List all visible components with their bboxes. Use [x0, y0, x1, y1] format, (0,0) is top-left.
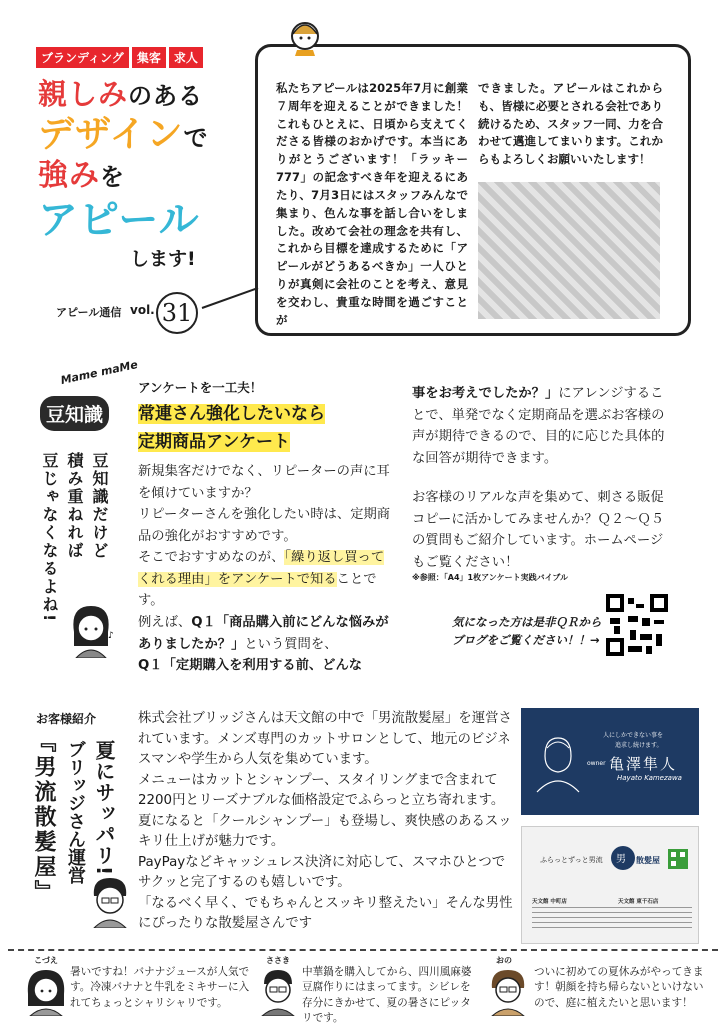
staff-avatar	[287, 16, 323, 60]
card-tagline-2: 追求し続けます。	[615, 742, 663, 749]
card2-shop-1: 天文館 中町店	[532, 899, 567, 905]
customer-p3: 夏になると「クールシャンプー」も登場し、爽快感のあるスッキリ仕上げが魅力です。	[138, 813, 512, 849]
mame-p3b: 「繰り返し買ってくれる理由」をアンケートで知る	[138, 550, 385, 587]
headline-line-3	[38, 157, 238, 195]
qr-prompt[interactable]	[452, 614, 602, 650]
card-owner-name: 亀澤隼人	[609, 755, 678, 773]
svg-text:♪: ♪	[108, 631, 114, 641]
tag-row	[36, 47, 206, 68]
mame-p3c: ことです。	[138, 571, 377, 609]
greeting-right-text: できました。アピールはこれからも、皆様に必要とされる会社であり続けるため、スタッフ一同、力を合わせて邁進してまいります。これからもよろしくお願いいたします！	[478, 81, 663, 167]
sasaki-avatar-icon	[256, 966, 300, 1016]
mame-r2: お客様のリアルな声を集めて、刺さる販促コピーに活かしてみませんか？Ｑ２〜Ｑ５の質問もご紹介しています。ホームページもご覧ください！	[412, 490, 665, 570]
footer-avatar-2	[256, 966, 300, 1016]
mame-p4	[138, 612, 396, 677]
mame-column-right	[412, 383, 672, 583]
headline	[38, 76, 238, 245]
card-signature: Hayato Kamezawa	[617, 774, 682, 782]
card2-shop-2: 天文館 東千石店	[618, 899, 659, 905]
qr-prompt-line-2: ブログをご覧ください！！→	[452, 632, 600, 647]
mame-badge-text: 豆知識	[46, 404, 104, 426]
staff-avatar-icon	[287, 16, 323, 60]
mame-title-1-text: 常連さん強化したいなら	[138, 404, 325, 425]
headline-appeal: アピール	[38, 196, 200, 243]
card2-title: ふらっとずっと男流	[540, 856, 603, 864]
mame-p4b: Q１「商品購入前にどんな悩みがありましたか？」	[138, 614, 389, 652]
mame-p3a: そこでおすすめなのが、	[138, 550, 285, 566]
qr-prompt-line-1: 気になった方は是非ＱＲから	[452, 615, 602, 629]
business-card-back	[521, 826, 699, 944]
footer-text-2: 中華鍋を購入してから、四川風麻婆豆腐作りにはまってます。シビレを存分にきかせて、夏の暑さにピッタリです。	[302, 966, 472, 1025]
card-role: owner	[587, 760, 606, 767]
mame-logo-text: Mame maMe	[59, 357, 139, 388]
svg-text:男: 男	[616, 854, 626, 865]
business-card-front	[521, 708, 699, 815]
footer-avatar-1	[24, 966, 68, 1016]
headline-wo: を	[100, 163, 125, 192]
customer-title-2: ブリッジさん運営	[65, 740, 86, 884]
mame-vertical-1: 豆知識だけど	[90, 452, 109, 560]
card2-fineprint	[532, 907, 692, 929]
mame-ref: ※参照：「A4」1枚アンケート実践バイブル	[412, 573, 569, 583]
customer-label: お客様紹介	[36, 712, 97, 726]
mame-title-1	[138, 402, 396, 428]
headline-de: で	[183, 124, 209, 153]
mame-p2: リピーターさんを強化したい時は、定期商品の強化がおすすめです。	[138, 507, 391, 544]
man-character-icon	[88, 876, 132, 928]
mame-r1	[412, 383, 672, 469]
mame-p3	[138, 547, 396, 612]
mame-vertical-2: 積み重ねれば	[65, 452, 84, 560]
mame-r1b: にアレンジすることで、単発でなく定期商品を選ぶお客様の声が期待できるので、目的に応じた具体的な回答が期待できます。	[412, 386, 665, 466]
customer-title-3: 『男流散髪屋』	[31, 730, 56, 905]
blog-qr-code[interactable]	[606, 594, 668, 656]
mame-p1: 新規集客だけでなく、リピーターの声に耳を傾けていますか？	[138, 464, 390, 501]
vol-number: 31	[161, 299, 193, 327]
mame-title-2	[138, 430, 396, 456]
headline-line-1	[38, 76, 238, 112]
mame-column-left	[138, 378, 396, 677]
headline-shimasu: します!	[130, 248, 196, 270]
newsletter-label: アピール通信	[56, 306, 122, 319]
customer-p5: 「なるべく早く、でもちゃんとスッキリ整えたい」そんな男性にぴったりな散髪屋さんです	[138, 895, 513, 931]
customer-character	[88, 876, 132, 928]
mame-vertical-3: 豆じゃなくなるよね!	[40, 452, 59, 624]
headline-tsuyomi: 強み	[38, 158, 100, 194]
footer-name-3: おの	[496, 956, 512, 965]
footer-text-3: ついに初めての夏休みがやってきます！朝顔を持ち帰らないといけないので、庭に植えたいと思います！	[534, 966, 704, 1009]
headline-line-4	[38, 195, 238, 245]
card-qr-icon	[668, 849, 688, 869]
greeting-left-text: 私たちアピールは2025年7月に創業７周年を迎えることができました！これもひとえに、日頃から支えてくださる皆様のおかげです。本当にありがとうございます！「ラッキー777」の記念すべき年を迎えるにあたり、7月3日にはスタッフみんなで集まり、色んな事を話し合いをしました。改めて会社の理念を共有し、これから目標を達成するために「アピールがどうあるべきか」一人ひとりが真剣に会社のことを考え、意見を交わし、貴重な時間を過ごすことが	[276, 81, 468, 327]
owner-portrait-icon	[535, 734, 581, 794]
mame-p4c: という質問を、	[244, 636, 338, 652]
headline-shitashimi: 親しみ	[38, 77, 129, 111]
customer-title-1: 夏にサッパリ!	[92, 740, 116, 877]
customer-p4: PayPayなどキャッシュレス決済に対応して、スマホひとつでサクッと完了するのも嬉しいです。	[138, 854, 506, 890]
woman-character-icon	[66, 602, 116, 658]
customer-p1: 株式会社ブリッジさんは天文館の中で「男流散髪屋」を運営されています。メンズ専門のカットサロンとして、地元のビジネスマンや学生から人気を集めています。	[138, 711, 512, 767]
mame-badge	[40, 396, 109, 431]
card2-logo: 散髪屋	[636, 856, 660, 865]
mame-p4a: 例えば、	[138, 614, 192, 630]
shop-logo-icon	[610, 845, 636, 871]
footer-avatar-3	[486, 966, 530, 1016]
mame-p4d: Q１「定期購入を利用する前、どんな	[138, 658, 363, 674]
footer-divider	[8, 949, 718, 951]
mame-title-2-text: 定期商品アンケート	[138, 431, 290, 452]
headline-line-2	[38, 112, 238, 157]
mame-logo	[60, 359, 139, 386]
footer-name-1: こづえ	[34, 956, 58, 965]
kozue-avatar-icon	[24, 966, 68, 1016]
qr-code-icon	[606, 594, 668, 656]
tag-recruit: 求人	[169, 47, 203, 68]
vol-number-circle	[156, 292, 198, 334]
customer-body	[138, 709, 515, 935]
tag-branding: ブランディング	[36, 47, 129, 68]
vol-label: vol.	[130, 303, 155, 317]
customer-p2: メニューはカットとシャンプー、スタイリングまで含まれて2200円とリーズナブルな価格設定でふらっと立ち寄れます。	[138, 772, 505, 808]
mame-r1a: 事をお考えでしたか？」	[412, 386, 559, 401]
headline-noaru: のある	[128, 82, 204, 110]
footer-text-1: 暑いですね！バナナジュースが人気です。冷凍バナナと牛乳をミキサーに入れてちょっとシャリシャリです。	[70, 966, 250, 1009]
headline-design: デザイン	[38, 114, 184, 156]
mame-kicker: アンケートを一工夫！	[138, 380, 263, 395]
staff-group-photo	[478, 182, 660, 319]
mame-character	[66, 602, 116, 658]
tag-attract: 集客	[132, 47, 166, 68]
ono-avatar-icon	[486, 966, 530, 1016]
pointer-line	[200, 282, 260, 312]
card-tagline-1: 人にしかできない事を	[603, 732, 664, 739]
footer-name-2: ささき	[266, 956, 290, 965]
